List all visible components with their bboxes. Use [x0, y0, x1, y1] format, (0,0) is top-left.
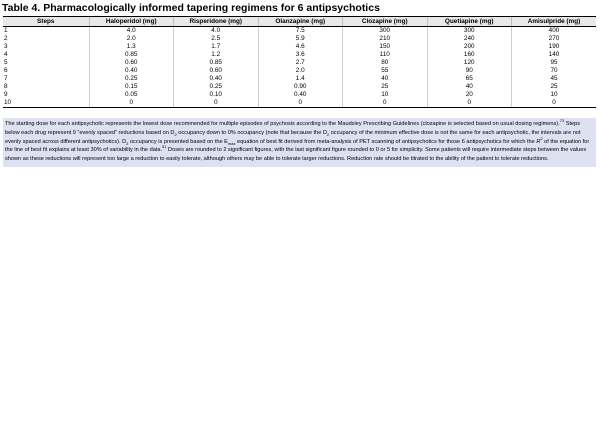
header-steps: Steps [3, 17, 89, 27]
footnote-text: of the equation for the line of best fit explains at least 30% of variability in the data. [5, 138, 590, 154]
table-row [3, 99, 596, 108]
cell-clozapine: 25 [343, 83, 428, 91]
header-risperidone: Risperidone (mg) [174, 17, 259, 27]
cell-step: 10 [3, 99, 89, 108]
tapering-table [3, 16, 596, 108]
cell-quetiapine: 120 [427, 59, 512, 67]
cell-haloperidol: 4.0 [89, 27, 174, 36]
cell-risperidone: 1.7 [174, 43, 259, 51]
cell-haloperidol: 0.85 [89, 51, 174, 59]
table-row [3, 51, 596, 59]
cell-clozapine: 110 [343, 51, 428, 59]
footnote-text: occupancy down to 0% occupancy (note that because the D [176, 129, 327, 136]
cell-amisulpride: 95 [512, 59, 597, 67]
cell-risperidone: 0.10 [174, 91, 259, 99]
cell-olanzapine: 7.5 [258, 27, 343, 36]
cell-step: 2 [4, 35, 8, 42]
table-row [3, 75, 596, 83]
cell-risperidone: 0.40 [174, 75, 259, 83]
footnote-text: Steps below each drug represent 9 “evenly spaced” reductions based on D [5, 121, 581, 136]
cell-step: 6 [4, 67, 8, 74]
footnote-text: occupancy of the minimum effective dose is not the same for each antipsychotic, the intervals are not evenly spaced across different antipsychotics). D [5, 129, 581, 145]
cell-olanzapine: 4.6 [258, 43, 343, 51]
cell-step: 3 [4, 43, 8, 50]
cell-clozapine: 40 [343, 75, 428, 83]
cell-clozapine: 0 [343, 99, 428, 108]
subscript: max [227, 140, 236, 146]
cell-amisulpride: 25 [512, 83, 597, 91]
header-quetiapine: Quetiapine (mg) [427, 17, 512, 27]
cell-olanzapine: 0 [258, 99, 343, 108]
cell-haloperidol: 0 [89, 99, 174, 108]
table-row [3, 91, 596, 99]
cell-quetiapine: 40 [427, 83, 512, 91]
cell-clozapine: 300 [343, 27, 428, 36]
footnote-text: occupancy is presented based on the E [128, 138, 228, 145]
cell-quetiapine: 20 [427, 91, 512, 99]
subscript: 2 [174, 131, 177, 137]
cell-olanzapine: 0.90 [258, 83, 343, 91]
cell-clozapine: 210 [343, 35, 428, 43]
footnote-text: Doses are rounded to 2 significant figures, with the last significant figure rounded to 0 or 5 for simplicity. Some patients will require intermediate steps between the values shown as these reductions will represent too large a reduction to easily tolerate, although others may be able to tolerate larger reductions. Reduction rate should be titrated to the ability of the patient to tolerate reductions. [5, 147, 587, 163]
cell-risperidone: 4.0 [174, 27, 259, 36]
cell-risperidone: 2.5 [174, 35, 259, 43]
table-row [3, 67, 596, 75]
table-title: Table 4. Pharmacologically informed tapering regimens for 6 antipsychotics [2, 2, 380, 14]
cell-step: 1 [4, 27, 8, 34]
footnote-text: The starting dose for each antipsychotic represents the lowest dose recommended for multiple episodes of psychosis according to the Maudsley Prescribing Guidelines (clozapine is selected based on usual dosing regimens). [5, 121, 560, 127]
table-header-row [3, 17, 596, 27]
cell-olanzapine: 2.7 [258, 59, 343, 67]
footnote-reference: 73 [559, 118, 565, 124]
cell-quetiapine: 0 [427, 99, 512, 108]
table-row [3, 43, 596, 51]
subscript: 2 [326, 131, 330, 137]
cell-olanzapine: 5.9 [258, 35, 343, 43]
cell-clozapine: 10 [343, 91, 428, 99]
cell-haloperidol: 0.25 [89, 75, 174, 83]
cell-quetiapine: 65 [427, 75, 512, 83]
cell-clozapine: 150 [343, 43, 428, 51]
table-row [3, 83, 596, 91]
cell-step: 5 [4, 59, 8, 66]
cell-quetiapine: 90 [427, 67, 512, 75]
header-clozapine: Clozapine (mg) [343, 17, 428, 27]
cell-amisulpride: 45 [512, 75, 597, 83]
cell-quetiapine: 160 [427, 51, 512, 59]
table-footnote [3, 118, 596, 167]
footnote-reference: 51 [162, 144, 167, 150]
cell-haloperidol: 2.0 [89, 35, 174, 43]
superscript: 2 [540, 135, 543, 141]
cell-amisulpride: 400 [512, 27, 597, 36]
cell-step: 7 [4, 75, 8, 82]
header-haloperidol: Haloperidol (mg) [89, 17, 174, 27]
cell-step: 9 [4, 91, 8, 98]
subscript: 2 [126, 140, 129, 146]
cell-step: 8 [4, 83, 8, 90]
cell-quetiapine: 240 [427, 35, 512, 43]
table-body [3, 27, 596, 108]
cell-haloperidol: 0.15 [89, 83, 174, 91]
table-row [3, 59, 596, 67]
cell-clozapine: 80 [343, 59, 428, 67]
cell-amisulpride: 10 [512, 91, 597, 99]
cell-amisulpride: 140 [512, 51, 597, 59]
header-amisulpride: Amisulpride (mg) [512, 17, 597, 27]
cell-amisulpride: 270 [512, 35, 597, 43]
cell-risperidone: 0 [174, 99, 259, 108]
cell-quetiapine: 200 [427, 43, 512, 51]
cell-risperidone: 1.2 [174, 51, 259, 59]
cell-olanzapine: 0.40 [258, 91, 343, 99]
cell-haloperidol: 0.40 [89, 67, 174, 75]
cell-haloperidol: 0.60 [89, 59, 174, 67]
table-row [3, 35, 596, 43]
cell-olanzapine: 1.4 [258, 75, 343, 83]
cell-olanzapine: 2.0 [258, 67, 343, 75]
cell-olanzapine: 3.6 [258, 51, 343, 59]
cell-quetiapine: 300 [427, 27, 512, 36]
cell-amisulpride: 0 [512, 99, 597, 108]
r-squared-symbol: R [536, 138, 541, 145]
cell-step: 4 [4, 51, 8, 58]
cell-risperidone: 0.60 [174, 67, 259, 75]
cell-risperidone: 0.25 [174, 83, 259, 91]
cell-amisulpride: 190 [512, 43, 597, 51]
cell-haloperidol: 1.3 [89, 43, 174, 51]
header-olanzapine: Olanzapine (mg) [258, 17, 343, 27]
cell-risperidone: 0.85 [174, 59, 259, 67]
cell-haloperidol: 0.05 [89, 91, 174, 99]
footnote-text: equation of best fit derived from meta-analysis of PET scanning of antipsychotics for those 6 antipsychotics for which the [235, 138, 537, 145]
table-row [3, 27, 596, 36]
cell-amisulpride: 70 [512, 67, 597, 75]
cell-clozapine: 55 [343, 67, 428, 75]
